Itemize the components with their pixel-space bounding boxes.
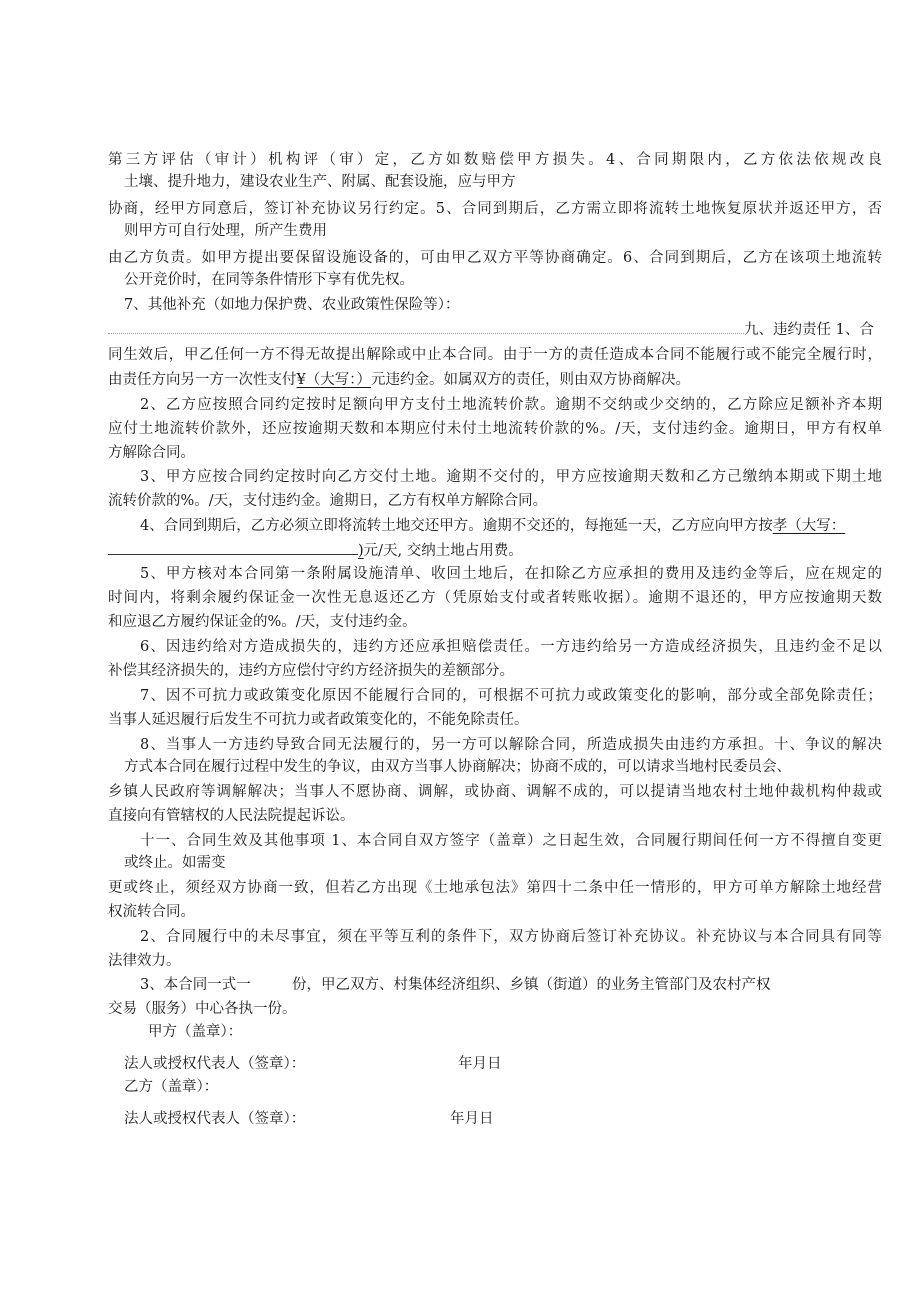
text-line: 土壤、提升地力，建设农业生产、附属、配套设施，应与甲方 xyxy=(124,174,516,190)
text-line: 当事人延迟履行后发生不可抗力或者政策变化的，不能免除责任。 xyxy=(108,712,529,728)
text-line: 直接向有管辖权的人民法院提起诉讼。 xyxy=(108,808,355,824)
text-line: 十一、合同生效及其他事项 1、本合同自双方签字（盖章）之日起生效，合同履行期间任何一方不得擅自变更 xyxy=(140,833,882,849)
rate-blank: 孝（大写： xyxy=(772,518,846,534)
text-line: 交易（服务）中心各执一份。 xyxy=(108,1001,297,1017)
text-line: 协商，经甲方同意后，签订补充协议另行约定。5、合同到期后，乙方需立即将流转土地恢复原状并返还甲方，否 xyxy=(108,201,882,217)
text-line: 6、因违约给对方造成损失的，违约方还应承担赔偿责任。一方违约给另一方造成经济损失，且违约金不足以 xyxy=(140,639,882,655)
text-line: 方式本合同在履行过程中发生的争议，由双方当事人协商解决；协商不成的，可以请求当地村民委员会、 xyxy=(124,759,791,775)
fill-in-blank xyxy=(108,321,744,334)
text-line: 公开竞价时，在同等条件情形下享有优先权。 xyxy=(124,272,414,288)
text-fragment: 元违约金。如属双方的责任，则由双方协商解决。 xyxy=(370,372,690,388)
text-line: 2、乙方应按照合同约定按时足额向甲方支付土地流转价款。逾期不交纳或少交纳的，乙方除应足额补齐本期 xyxy=(140,397,882,413)
text-line xyxy=(108,370,690,390)
text-line: 3、本合同一式一 xyxy=(140,977,251,993)
text-line: 3、甲方应按合同约定按时向乙方交付土地。逾期不交付的，甲方应按逾期天数和乙方己缴纳本期或下期土地 xyxy=(140,469,882,485)
text-line: 权流转合同。 xyxy=(108,904,195,920)
violation-heading-line xyxy=(108,320,874,340)
text-line: 补偿其经济损失的，违约方应偿付守约方经济损失的差额部分。 xyxy=(108,663,514,679)
text-line: 份，甲乙双方、村集体经济组织、乡镇（街道）的业务主管部门及农村产权 xyxy=(292,977,771,993)
text-line: 应付土地流转价款外，还应按逾期天数和本期应付未付土地流转价款的%。/天，支付违约金。逾期日，甲方有权单 xyxy=(108,421,882,437)
text-fragment: 元/天, 交纳土地占用费。 xyxy=(363,543,523,559)
text-line: 和应退乙方履约保证金的%。/天，支付违约金。 xyxy=(108,614,417,630)
text-fragment: 由责任方向另一方一次性支付 xyxy=(108,372,297,388)
section-heading: 九、违约责任 1、合 xyxy=(744,322,874,338)
amount-blank: ¥（大写：） xyxy=(296,372,371,388)
text-line: 则甲方可自行处理，所产生费用 xyxy=(124,223,327,239)
text-line: 2、合同履行中的未尽事宜，须在平等互利的条件下，双方协商后签订补充协议。补充协议与本合同具有同等 xyxy=(140,929,882,945)
text-line: 流转价款的%。/天，支付违约金。逾期日，乙方有权单方解除合同。 xyxy=(108,493,548,509)
party-a-date-label: 年月日 xyxy=(458,1056,502,1072)
text-line: 第三方评估（审计）机构评（审）定，乙方如数赔偿甲方损失。4、合同期限内，乙方依法依规改良 xyxy=(108,152,882,168)
party-a-representative-label: 法人或授权代表人（签章）： xyxy=(124,1056,306,1072)
party-a-seal-label: 甲方（盖章）： xyxy=(148,1024,243,1040)
text-line: 7、因不可抗力或政策变化原因不能履行合同的，可根据不可抗力或政策变化的影响，部分或全部免除责任； xyxy=(140,688,882,704)
party-b-seal-label: 乙方（盖章）： xyxy=(124,1079,219,1095)
text-line: 5、甲方核对本合同第一条附属设施清单、收回土地后，在扣除乙方应承担的费用及违约金等后，应在规定的 xyxy=(140,566,882,582)
text-line: 时间内，将剩余履约保证金一次性无息返还乙方（凭原始支付或者转账收据）。逾期不退还的，甲方应按逾期天数 xyxy=(108,590,882,606)
text-line: 法律效力。 xyxy=(108,953,181,969)
text-line: 乡镇人民政府等调解解决；当事人不愿协商、调解，或协商、调解不成的，可以提请当地农村土地仲裁机构仲裁或 xyxy=(108,784,882,800)
party-b-representative-label: 法人或授权代表人（签章）： xyxy=(124,1111,306,1127)
text-line: 8、当事人一方违约导致合同无法履行的，另一方可以解除合同，所造成损失由违约方承担。十、争议的解决 xyxy=(140,737,882,753)
party-b-date-label: 年月日 xyxy=(450,1111,494,1127)
blank-close: ) xyxy=(358,543,364,559)
text-line: 由乙方负责。如甲方提出要保留设施设备的，可由甲乙双方平等协商确定。6、合同到期后，乙方在该项土地流转 xyxy=(108,250,882,266)
text-line: 同生效后，甲乙任何一方不得无故提出解除或中止本合同。由于一方的责任造成本合同不能履行或不能完全履行时， xyxy=(108,347,882,363)
text-line: 方解除合同。 xyxy=(108,445,195,461)
text-line xyxy=(140,516,882,536)
text-line: 7、其他补充（如地力保护费、农业政策性保险等）： xyxy=(124,297,460,313)
text-line: 更或终止，须经双方协商一致，但若乙方出现《土地承包法》第四十二条中任一情形的，甲方可单方解除土地经营 xyxy=(108,880,882,896)
text-line: 或终止。如需变 xyxy=(124,855,226,871)
fill-in-blank xyxy=(108,540,358,555)
text-line xyxy=(108,540,523,561)
text-fragment: 4、合同到期后，乙方必须立即将流转土地交还甲方。逾期不交还的，每拖延一天，乙方应向甲方按 xyxy=(140,518,773,534)
